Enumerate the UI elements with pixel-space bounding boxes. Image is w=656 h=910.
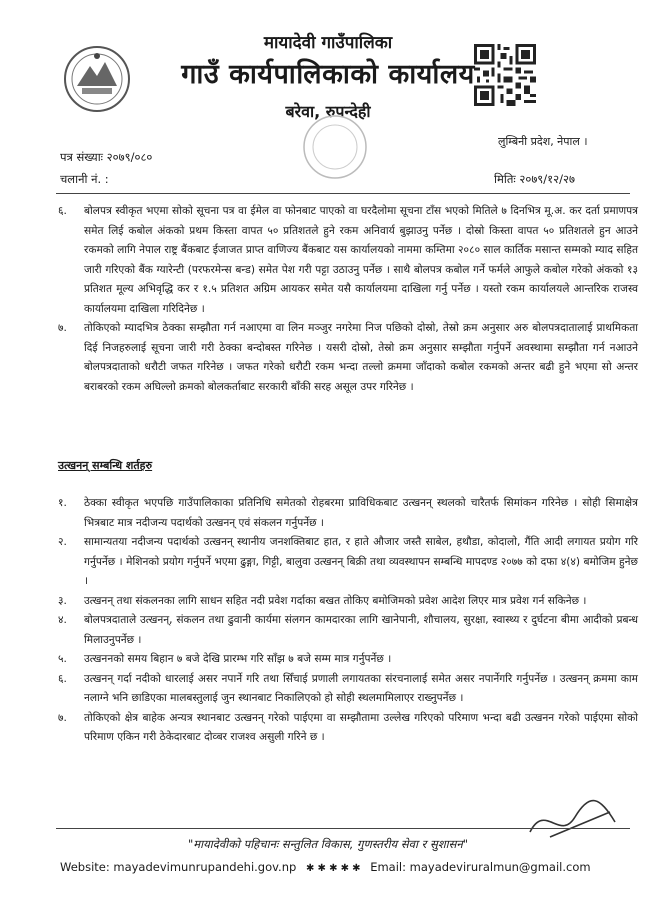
condition-2: [58, 533, 638, 592]
clause-number: ६.: [58, 205, 67, 217]
condition-1: [58, 494, 638, 533]
condition-5: [58, 650, 638, 670]
letter-date: मितिः २०७९/१२/२७: [494, 172, 575, 186]
excavation-section-title: उत्खनन् सम्बन्धि शर्तहरु: [58, 459, 153, 472]
footer-divider: [56, 828, 630, 829]
condition-3: [58, 592, 638, 612]
reference-number: पत्र संख्याः २०७९/०८०: [60, 150, 153, 164]
motto: "मायादेवीको पहिचानः सन्तुलित विकास, गुणस्तरीय सेवा र सुशासन": [187, 837, 469, 851]
office-location: बरेवा, रुपन्देही: [285, 102, 371, 121]
condition-number: ५.: [58, 653, 67, 665]
condition-text: ठेक्का स्वीकृत भएपछि गाउँपालिकाका प्रतिनिधि समेतको रोहबरमा प्राविधिकबाट उत्खनन् स्थलको चारैतर्फ सिमांकन गरिनेछ । सोही सिमाक्षेत्र भित्रबाट मात्र नदीजन्य पदार्थको उत्खनन् एवं संकलन गर्नुपर्नेछ ।: [84, 497, 638, 529]
province-label: लुम्बिनी प्रदेश, नेपाल ।: [498, 135, 588, 148]
condition-7: [58, 709, 638, 748]
condition-6: [58, 670, 638, 709]
condition-number: ३.: [58, 594, 67, 607]
office-title: गाउँ कार्यपालिकाको कार्यालय: [181, 59, 475, 90]
condition-text: सामान्यतया नदीजन्य पदार्थको उत्खनन् स्थानीय जनशक्तिबाट हात, र हाते औजार जस्तै साबेल, हथौडा, कोदालो, गैंति आदी लगायत प्रयोग गरि गर्नुपर्नेछ । मेशिनको प्रयोग गर्नुपर्ने भएमा ढुङ्गा, गिट्टी, बालुवा उत्खनन् बिक्री तथा व्यवस्थापन सम्बन्धि मापदण्ड २०७७ को दफा ४(४) बमोजिम हुनेछ ।: [84, 536, 638, 587]
excavation-conditions: [58, 494, 638, 748]
website-link[interactable]: Website: mayadevimunrupandehi.gov.np: [60, 860, 297, 874]
email-link[interactable]: Email: mayadeviruralmun@gmail.com: [370, 860, 591, 874]
condition-text: तोकिएको क्षेत्र बाहेक अन्यत्र स्थानबाट उत्खनन् गरेको पाईएमा वा सम्झौतामा उल्लेख गरिएको परिमाण भन्दा बढी उत्खनन गरेको पाईएमा सोको परिमाण एकिन गरी ठेकेदारबाट दोव्बर राजश्व असुली गरिने छ ।: [84, 711, 638, 743]
condition-text: उत्खनन् गर्दा नदीको धारलाई असर नपार्ने गरि तथा सिँचाई प्रणाली लगायतका संरचनालाई समेत असर नपार्नेगरि गर्नुपर्नेछ । उत्खनन् क्रममा काम नलाग्ने भनि छाडिएका मालबस्तुलाई जुन स्थानबाट निकालिएको हो सोही स्थलमामिलाएर राख्नुपर्नेछ ।: [84, 672, 638, 704]
footer-contact: [60, 860, 591, 874]
municipality-name: मायादेवी गाउँपालिका: [263, 33, 393, 53]
dispatch-number: चलानी नं. :: [60, 172, 109, 186]
condition-text: उत्खनन् तथा संकलनका लागि साधन सहित नदी प्रवेश गर्दाका बखत तोकिए बमोजिमको प्रवेश आदेश लिएर मात्र प्रवेश गर्न सकिनेछ ।: [84, 594, 587, 607]
terms-clauses: [58, 202, 638, 397]
condition-number: ४.: [58, 614, 67, 626]
condition-number: ७.: [58, 711, 67, 724]
condition-number: ६.: [58, 672, 67, 685]
condition-text: बोलपत्रदाताले उत्खनन्, संकलन तथा ढुवानी कार्यमा संलगन कामदारका लागि खानेपानी, शौचालय, सुरक्षा, स्वास्थ्य र दुर्घटना बीमा आदीको प्रबन्ध मिलाउनुपर्नेछ ।: [84, 614, 638, 646]
clause-text: तोकिएको म्यादभित्र ठेक्का सम्झौता गर्न नआएमा वा लिन मञ्जुर नगरेमा निज पछिको दोस्रो, तेस्रो क्रम अनुसार अरु बोलपत्रदातालाई प्राथमिकता दिई निजहरुलाई सूचना जारी गरी ठेक्का बन्दोबस्त गरिनेछ । यसरी दोस्रो, तेस्रो क्रम अनुसार सम्झौता गर्नुपर्ने अवस्थामा सम्झौता गर्न नआउने बोलपत्रदाताको धरौटी जफत गरिनेछ । जफत गरेको धरौटी रकम भन्दा तल्लो क्रममा जाँदाको कबोल रकमको अन्तर बढी हुने भएमा सो अन्तर बराबरको रकम अघिल्लो क्रमको बोलकर्ताबाट सरकारी बाँकी सरह असूल उपर गरिनेछ ।: [84, 322, 638, 393]
separator-stars: ✱ ✱ ✱ ✱ ✱: [305, 863, 361, 874]
clause-6: [58, 202, 638, 319]
condition-4: [58, 611, 638, 650]
condition-text: उत्खननको समय बिहान ७ बजे देखि प्रारम्भ गरि साँझ ७ बजे सम्म मात्र गर्नुपर्नेछ ।: [84, 653, 392, 665]
condition-number: १.: [58, 497, 67, 509]
clause-text: बोलपत्र स्वीकृत भएमा सोको सूचना पत्र वा ईमेल वा फोनबाट पाएको वा घरदैलोमा सूचना टाँस भएको मितिले ७ दिनभित्र मू.अ. कर दर्ता प्रमाणपत्र समेत लिई कबोल अंकको प्रथम किस्ता वापत ५० प्रतिशतले हुने रकम अनिवार्य बुझाउनु पर्नेछ । दोस्रो किस्ता वापत ५० प्रतिशतले हुन आउने रकमको लागि नेपाल राष्ट्र बैंकबाट ईजाजत प्राप्त वाणिज्य बैंकबाट यस कार्यालयको नाममा कम्तिमा २०८० साल कार्तिक मसान्त सम्मको म्याद सहित जारी गरिएको बैंक ग्यारेन्टी (परफरमेन्स बन्ड) समेत पेश गरी पट्टा उठाउनु पर्नेछ । साथै बोलपत्र कबोल गर्ने फर्मले आफुले कबोल गरेको अंकको १३ प्रतिशत मूल्य अभिवृद्धि कर र १.५ प्रतिशत अग्रिम आयकर समेत यसै कार्यालयमा दाखिला गर्नु पर्नेछ । यस्तो रकम कार्यालयले आन्तरिक राजस्व कार्यालयमा दाखिला गरिदिनेछ ।: [84, 205, 638, 315]
clause-number: ७.: [58, 322, 67, 334]
clause-7: [58, 319, 638, 397]
header-divider: [56, 193, 630, 194]
condition-number: २.: [58, 536, 67, 548]
office-stamp: [300, 112, 370, 182]
